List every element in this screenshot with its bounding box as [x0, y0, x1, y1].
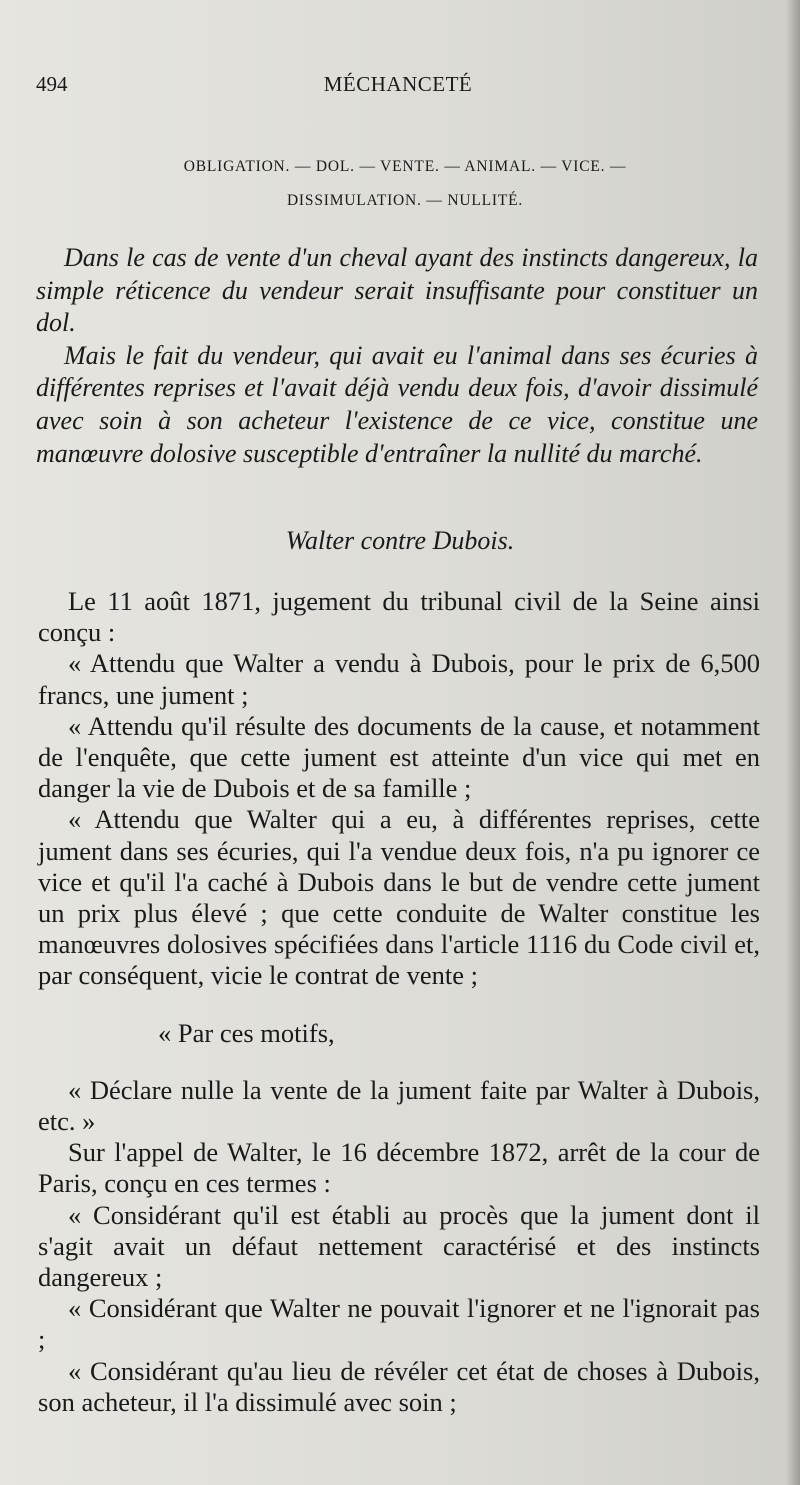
- keywords-line-2: DISSIMULATION. — NULLITÉ.: [286, 192, 524, 209]
- body-paragraph-4: « Attendu que Walter qui a eu, à différentes reprises, cette jument dans ses écuries, qui l'a vendue deux fois, n'a pu ignorer ce vice et qu'il l'a caché à Dubois dans le but de vendre cette jument un prix plus élevé ; que cette conduite de Walter constitue les manœuvres dolosives spécifiées dans l'article 1116 du Code civil et, par conséquent, vicie le contrat de vente ;: [38, 804, 760, 991]
- keywords-line-1: OBLIGATION. — DOL. — VENTE. — ANIMAL. — VICE. —: [183, 158, 627, 175]
- body-paragraph-7: Sur l'appel de Walter, le 16 décembre 1872, arrêt de la cour de Paris, conçu en ces termes :: [38, 1137, 760, 1199]
- summary-paragraph-2: Mais le fait du vendeur, qui avait eu l'animal dans ses écuries à différentes reprises et l'avait déjà vendu deux fois, d'avoir dissimulé avec soin à son acheteur l'existence de ce vice, constitue une manœuvre dolosive susceptible d'entraîner la nullité du marché.: [36, 340, 758, 468]
- body-text: [38, 586, 760, 1418]
- case-title: Walter contre Dubois.: [285, 526, 515, 555]
- summary-paragraph-1: Dans le cas de vente d'un cheval ayant des instincts dangereux, la simple réticence du vendeur serait insuffisante pour constituer un dol.: [36, 243, 758, 338]
- page-edge-shadow: [786, 0, 800, 1485]
- body-paragraph-1: Le 11 août 1871, jugement du tribunal civil de la Seine ainsi conçu :: [38, 586, 760, 648]
- body-paragraph-5: « Par ces motifs,: [158, 1017, 335, 1048]
- body-paragraph-2: « Attendu que Walter a vendu à Dubois, pour le prix de 6,500 francs, une jument ;: [38, 648, 760, 710]
- body-paragraph-9: « Considérant que Walter ne pouvait l'ignorer et ne l'ignorait pas ;: [38, 1293, 760, 1355]
- body-paragraph-8: « Considérant qu'il est établi au procès que la jument dont il s'agit avait un défaut nettement caractérisé et des instincts dangereux ;: [38, 1199, 760, 1293]
- case-summary: [36, 242, 758, 470]
- page-header: [36, 72, 760, 102]
- body-paragraph-3: « Attendu qu'il résulte des documents de la cause, et notamment de l'enquête, que cette jument est atteinte d'un vice qui met en danger la vie de Dubois et de sa famille ;: [38, 710, 760, 804]
- body-paragraph-10: « Considérant qu'au lieu de révéler cet état de choses à Dubois, son acheteur, il l'a dissimulé avec soin ;: [38, 1355, 760, 1417]
- keywords-block: [60, 150, 750, 218]
- running-title: MÉCHANCETÉ: [323, 72, 473, 96]
- page-number: 494: [36, 72, 68, 96]
- body-paragraph-6: « Déclare nulle la vente de la jument faite par Walter à Dubois, etc. »: [38, 1074, 760, 1137]
